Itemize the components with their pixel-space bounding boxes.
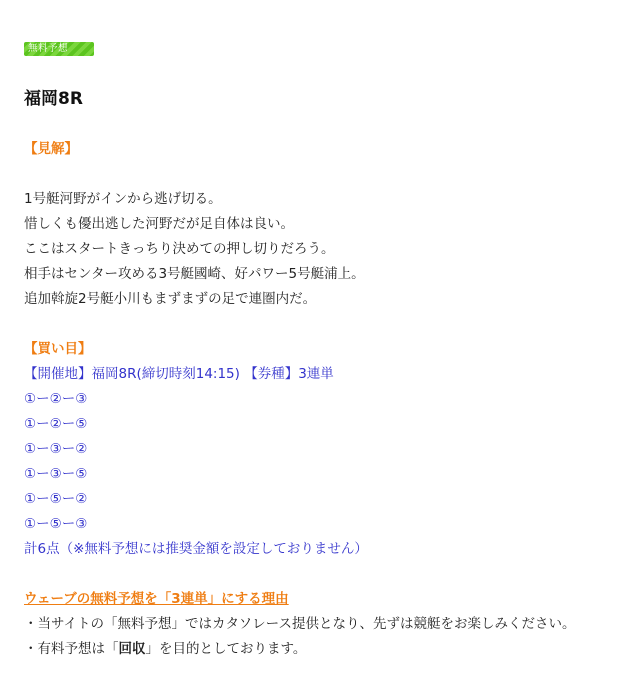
pick-combo: ①ー⑤ー② [24,491,88,507]
analysis-line: 1号艇河野がインから逃げ切る。 [24,191,222,207]
picks-heading: 【買い目】 [24,341,92,357]
reason-bullet [24,637,306,657]
reason-bullet-suffix: 」を目的としております。 [145,641,307,657]
analysis-heading: 【見解】 [24,141,78,157]
reason-link[interactable]: ウェーブの無料予想を「3連単」にする理由 [24,591,289,607]
analysis-line: 追加斡旋2号艇小川もまずまずの足で連圏内だ。 [24,291,317,307]
pick-combo: ①ー③ー⑤ [24,466,88,482]
picks-total: 計6点（※無料予想には推奨金額を設定しておりません） [24,541,368,557]
free-prediction-badge: 無料予想 [24,42,94,56]
picks-info: 【開催地】福岡8R(締切時刻14:15) 【券種】3連単 [24,366,334,382]
pick-combo: ①ー⑤ー③ [24,516,88,532]
race-title: 福岡8R [24,89,83,109]
pick-combo: ①ー②ー⑤ [24,416,88,432]
reason-bullet-bold: 回収 [118,641,146,657]
pick-combo: ①ー②ー③ [24,391,88,407]
reason-bullet-prefix: ・有料予想は「 [24,641,119,657]
pick-combo: ①ー③ー② [24,441,88,457]
analysis-line: 惜しくも優出逃した河野だが足自体は良い。 [24,216,294,232]
analysis-line: 相手はセンター攻める3号艇國崎、好パワー5号艇浦上。 [24,266,365,282]
analysis-line: ここはスタートきっちり決めての押し切りだろう。 [24,241,335,257]
reason-bullet: ・当サイトの「無料予想」ではカタソレース提供となり、先ずは競艇をお楽しみください。 [24,616,576,632]
